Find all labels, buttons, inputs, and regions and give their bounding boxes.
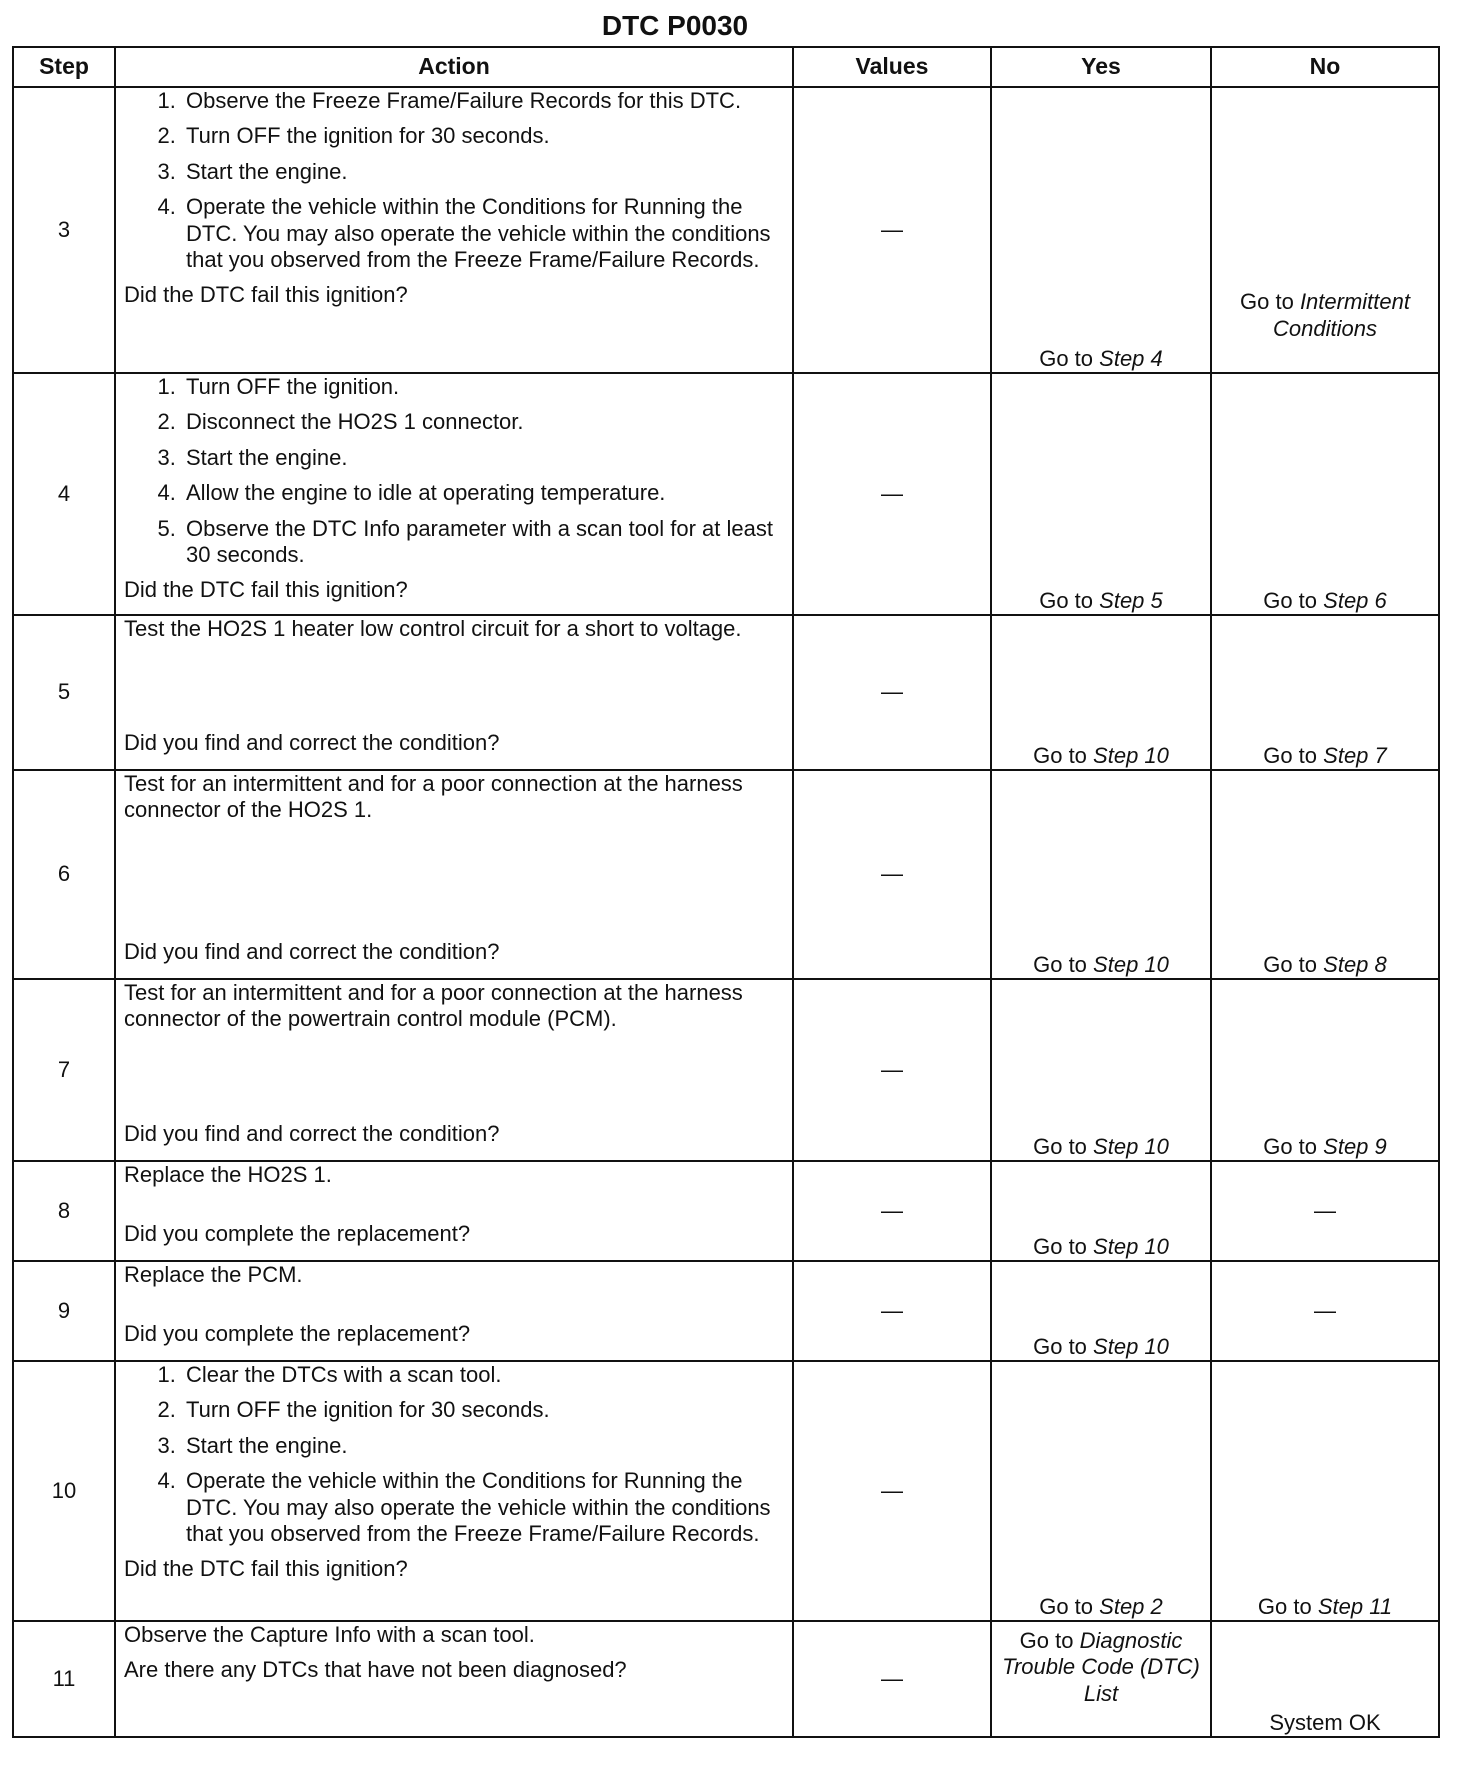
- no-target: Step 8: [1323, 951, 1387, 977]
- yes-cell: [991, 1261, 1211, 1361]
- table-row: [13, 979, 1439, 1161]
- action-steps: [124, 1362, 784, 1556]
- action-question: Did the DTC fail this ignition?: [124, 577, 408, 603]
- action-text: Test the HO2S 1 heater low control circuit for a short to voltage.: [124, 616, 742, 641]
- action-question: Did you find and correct the condition?: [124, 1120, 500, 1146]
- action-question: Did the DTC fail this ignition?: [124, 1556, 408, 1582]
- yes-target: Step 10: [1093, 951, 1169, 977]
- values-cell: —: [793, 770, 991, 979]
- values-cell: —: [793, 1161, 991, 1261]
- yes-cell: [991, 979, 1211, 1161]
- no-cell: [1211, 87, 1439, 373]
- no-prefix: Go to: [1263, 1133, 1318, 1159]
- yes-prefix: Go to: [1033, 1333, 1087, 1359]
- header-yes: Yes: [991, 47, 1211, 87]
- no-cell: System OK: [1211, 1621, 1439, 1737]
- no-prefix: Go to: [1240, 289, 1294, 315]
- values-cell: —: [793, 373, 991, 615]
- table-row: [13, 1161, 1439, 1261]
- yes-cell: [991, 615, 1211, 770]
- action-step: 1. Clear the DTCs with a scan tool.: [182, 1362, 784, 1388]
- yes-target: Step 4: [1099, 345, 1163, 371]
- yes-target: Step 2: [1099, 1593, 1163, 1619]
- values-cell: —: [793, 979, 991, 1161]
- no-cell: [1211, 979, 1439, 1161]
- header-no: No: [1211, 47, 1439, 87]
- yes-cell: [991, 1361, 1211, 1621]
- action-cell: [115, 87, 793, 373]
- values-cell: —: [793, 1261, 991, 1361]
- action-text: Test for an intermittent and for a poor connection at the harness connector of the powertrain control module (PCM).: [124, 980, 743, 1032]
- table-row: [13, 373, 1439, 615]
- step-number: 9: [13, 1261, 115, 1361]
- action-steps: [124, 374, 784, 577]
- action-question: Did you find and correct the condition?: [124, 938, 500, 964]
- no-cell: [1211, 1361, 1439, 1621]
- action-text: Replace the HO2S 1.: [124, 1162, 332, 1187]
- action-step: 1. Turn OFF the ignition.: [182, 374, 784, 400]
- no-cell: [1211, 770, 1439, 979]
- table-row: [13, 615, 1439, 770]
- no-cell: —: [1211, 1161, 1439, 1261]
- yes-prefix: Go to: [1033, 951, 1087, 977]
- action-cell: [115, 1161, 793, 1261]
- no-prefix: Go to: [1263, 742, 1318, 768]
- action-cell: [115, 373, 793, 615]
- values-cell: —: [793, 87, 991, 373]
- action-step: 1. Observe the Freeze Frame/Failure Records for this DTC.: [182, 88, 784, 114]
- no-prefix: Go to: [1263, 951, 1318, 977]
- action-cell: [115, 1261, 793, 1361]
- header-values: Values: [793, 47, 991, 87]
- values-cell: —: [793, 615, 991, 770]
- action-step: 5. Observe the DTC Info parameter with a scan tool for at least 30 seconds.: [182, 516, 784, 569]
- no-target: Step 7: [1323, 742, 1387, 768]
- no-cell: [1211, 615, 1439, 770]
- yes-cell: [991, 770, 1211, 979]
- action-step: 3. Start the engine.: [182, 445, 784, 471]
- step-number: 7: [13, 979, 115, 1161]
- step-number: 5: [13, 615, 115, 770]
- action-text: Replace the PCM.: [124, 1262, 303, 1287]
- yes-prefix: Go to: [1019, 1628, 1074, 1653]
- yes-prefix: Go to: [1033, 1233, 1087, 1259]
- yes-target: Step 10: [1093, 742, 1169, 768]
- yes-target: Diagnostic Trouble Code (DTC) List: [1002, 1628, 1200, 1706]
- no-target: Step 6: [1323, 587, 1387, 613]
- diagnostic-table: [12, 46, 1440, 1738]
- action-cell: [115, 1361, 793, 1621]
- no-prefix: Go to: [1257, 1593, 1312, 1619]
- values-cell: —: [793, 1621, 991, 1737]
- no-target: Intermittent Conditions: [1273, 289, 1410, 341]
- no-target: Step 9: [1323, 1133, 1387, 1159]
- action-cell: [115, 979, 793, 1161]
- table-row: [13, 1261, 1439, 1361]
- yes-prefix: Go to: [1033, 742, 1087, 768]
- yes-cell: [991, 1621, 1211, 1737]
- yes-target: Step 10: [1093, 1333, 1169, 1359]
- yes-cell: [991, 87, 1211, 373]
- step-number: 6: [13, 770, 115, 979]
- yes-prefix: Go to: [1039, 1593, 1094, 1619]
- action-step: 2. Turn OFF the ignition for 30 seconds.: [182, 1397, 784, 1423]
- yes-prefix: Go to: [1039, 345, 1094, 371]
- step-number: 10: [13, 1361, 115, 1621]
- yes-prefix: Go to: [1033, 1133, 1087, 1159]
- action-cell: [115, 1621, 793, 1737]
- header-row: [13, 47, 1439, 87]
- action-text: Test for an intermittent and for a poor connection at the harness connector of the HO2S 1.: [124, 771, 743, 823]
- no-cell: —: [1211, 1261, 1439, 1361]
- action-steps: [124, 88, 784, 282]
- action-step: 4. Allow the engine to idle at operating temperature.: [182, 480, 784, 506]
- action-cell: [115, 770, 793, 979]
- action-text: Observe the Capture Info with a scan tool.: [124, 1622, 535, 1647]
- step-number: 4: [13, 373, 115, 615]
- action-question: Did the DTC fail this ignition?: [124, 282, 408, 308]
- yes-cell: [991, 373, 1211, 615]
- action-step: 3. Start the engine.: [182, 159, 784, 185]
- yes-prefix: Go to: [1039, 587, 1094, 613]
- no-target: Step 11: [1317, 1593, 1393, 1619]
- step-number: 8: [13, 1161, 115, 1261]
- action-question: Did you complete the replacement?: [124, 1220, 471, 1246]
- yes-target: Step 5: [1099, 587, 1163, 613]
- action-question: Did you complete the replacement?: [124, 1320, 471, 1346]
- table-row: [13, 1621, 1439, 1737]
- header-step: Step: [13, 47, 115, 87]
- yes-target: Step 10: [1093, 1133, 1169, 1159]
- page-title: DTC P0030: [601, 10, 749, 41]
- action-question: Did you find and correct the condition?: [124, 729, 500, 755]
- values-cell: —: [793, 1361, 991, 1621]
- action-step: 2. Turn OFF the ignition for 30 seconds.: [182, 123, 784, 149]
- table-row: [13, 770, 1439, 979]
- yes-cell: [991, 1161, 1211, 1261]
- step-number: 3: [13, 87, 115, 373]
- step-number: 11: [13, 1621, 115, 1737]
- table-row: [13, 87, 1439, 373]
- no-prefix: Go to: [1263, 587, 1318, 613]
- action-cell: [115, 615, 793, 770]
- action-step: 3. Start the engine.: [182, 1433, 784, 1459]
- action-step: 4. Operate the vehicle within the Conditions for Running the DTC. You may also operate the vehicle within the conditions that you observed from the Freeze Frame/Failure Records.: [182, 194, 784, 273]
- table-row: [13, 1361, 1439, 1621]
- action-step: 2. Disconnect the HO2S 1 connector.: [182, 409, 784, 435]
- action-question: Are there any DTCs that have not been diagnosed?: [124, 1657, 627, 1683]
- yes-target: Step 10: [1093, 1233, 1169, 1259]
- no-cell: [1211, 373, 1439, 615]
- action-step: 4. Operate the vehicle within the Conditions for Running the DTC. You may also operate the vehicle within the conditions that you observed from the Freeze Frame/Failure Records.: [182, 1468, 784, 1547]
- header-action: Action: [115, 47, 793, 87]
